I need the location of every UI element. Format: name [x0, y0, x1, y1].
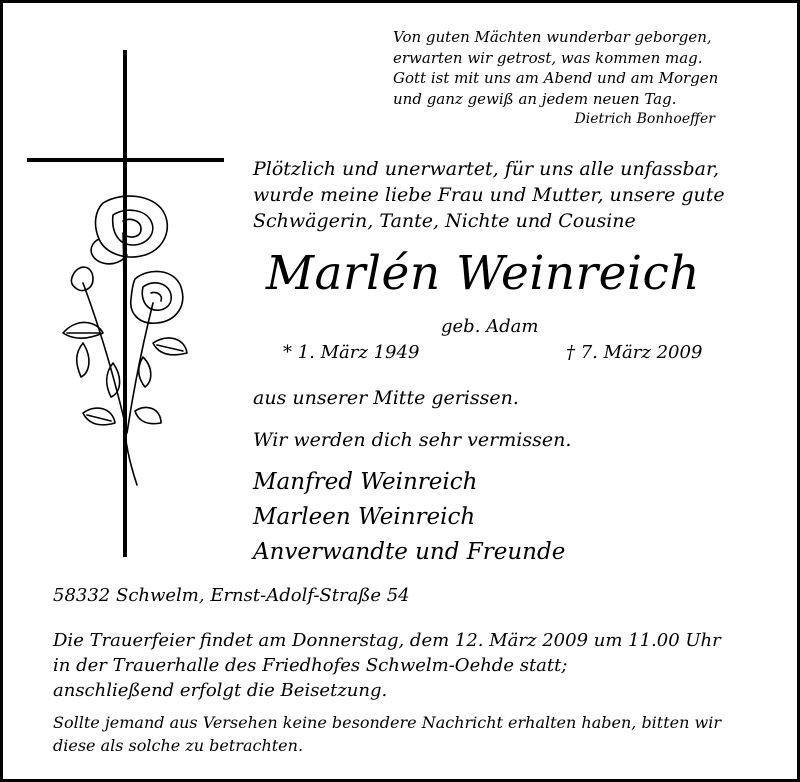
taken-line: aus unserer Mitte gerissen. — [253, 387, 519, 409]
signer-name: Marleen Weinreich — [253, 504, 476, 530]
poem-line: Gott ist mit uns am Abend und am Morgen — [393, 69, 719, 87]
service-line: anschließend erfolgt die Beisetzung. — [53, 680, 388, 701]
poem-line: erwarten wir getrost, was kommen mag. — [393, 48, 703, 67]
signer-name: Anverwandte und Freunde — [253, 539, 566, 565]
poem-line: Von guten Mächten wunderbar geborgen, — [393, 28, 712, 46]
deceased-name: Marlén Weinreich — [265, 246, 701, 301]
poem-author: Dietrich Bonhoeffer — [574, 111, 715, 127]
intro-text — [253, 156, 725, 234]
signer-name: Manfred Weinreich — [253, 469, 478, 495]
birth-name: geb. Adam — [441, 316, 539, 337]
intro-line: Plötzlich und unerwartet, für uns alle unfassbar, — [253, 158, 720, 180]
address: 58332 Schwelm, Ernst-Adolf-Straße 54 — [53, 585, 410, 606]
intro-line: wurde meine liebe Frau und Mutter, unsere gute — [253, 184, 725, 206]
birth-date: * 1. März 1949 — [283, 342, 420, 363]
service-line: in der Trauerhalle des Friedhofes Schwelm-Oehde statt; — [53, 655, 568, 676]
cross-beam — [27, 158, 224, 162]
notice-text — [53, 711, 721, 757]
service-line: Die Trauerfeier findet am Donnerstag, dem 12. März 2009 um 11.00 Uhr — [53, 630, 721, 651]
intro-line: Schwägerin, Tante, Nichte und Cousine — [253, 210, 636, 232]
signers — [253, 465, 565, 570]
missed-line: Wir werden dich sehr vermissen. — [253, 429, 572, 451]
funeral-service-info — [53, 628, 721, 703]
notice-line: diese als solche zu betrachten. — [53, 736, 304, 755]
bonhoeffer-poem — [393, 27, 718, 109]
death-date: † 7. März 2009 — [566, 342, 703, 363]
rose-bouquet-icon — [53, 193, 203, 493]
notice-line: Sollte jemand aus Versehen keine besondere Nachricht erhalten haben, bitten wir — [53, 713, 721, 732]
poem-line: und ganz gewiß an jedem neuen Tag. — [393, 89, 677, 108]
